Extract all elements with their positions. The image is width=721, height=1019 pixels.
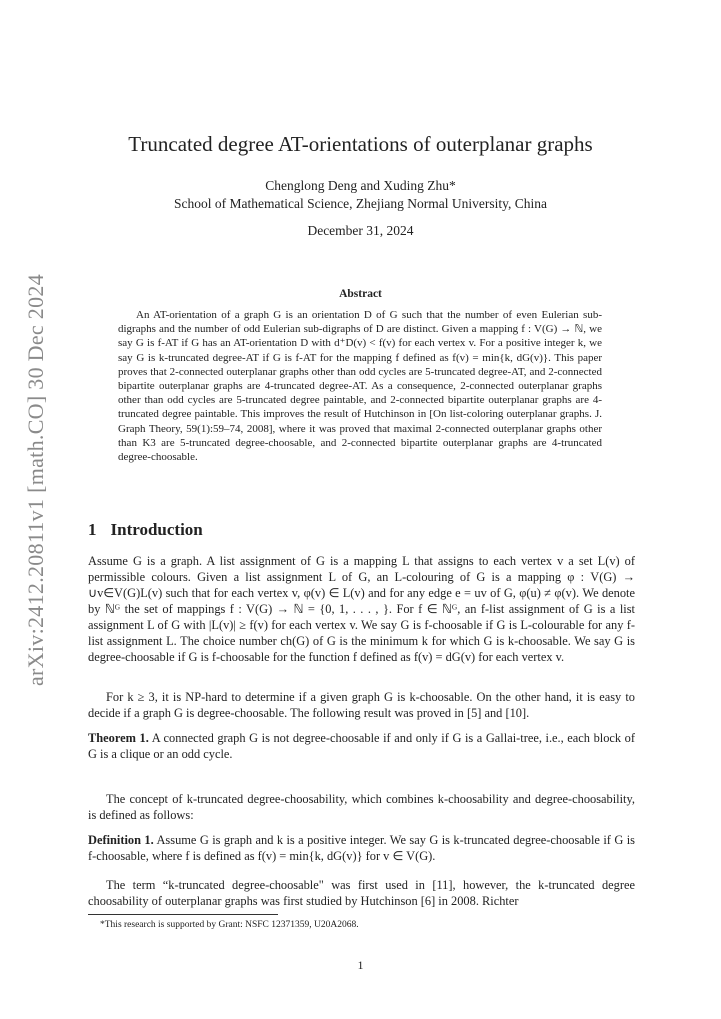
footnote-rule [88, 914, 278, 915]
arxiv-identifier: arXiv:2412.20811v1 [math.CO] 30 Dec 2024 [23, 273, 48, 687]
paragraph-term-history: The term “k-truncated degree-choosable" was first used in [11], however, the k-truncated degree choosability of outerplanar graphs was first studied by Hutchinson [6] in 2008. Richter [88, 878, 635, 908]
arxiv-sidebar-stamp [18, 273, 54, 687]
theorem-label: Theorem 1. [88, 731, 149, 745]
paragraph-list-assignment: Assume G is a graph. A list assignment of G is a mapping L that assigns to each vertex v a set L(v) of permissible colours. Given a list assignment L of G, an L-colouring of G is a mapping φ : V(G) → ∪v∈V(G)L(v) such that for each vertex v, φ(v) ∈ L(v) and for any edge e = uv of G, φ(u) ≠ φ(v). We denote by ℕᴳ the set of mappings f : V(G) → ℕ = {0, 1, . . . , }. For f ∈ ℕᴳ, an f-list assignment of G is a list assignment L of G with |L(v)| ≥ f(v) for each vertex v. We say G is f-choosable if G is L-colourable for any f-list assignment L. The choice number ch(G) of G is the minimum k for which G is k-choosable. We say G is degree-choosable if G is f-choosable for the function f defined as f(v) = dG(v) for each vertex v. [88, 554, 635, 664]
paper-date: December 31, 2024 [307, 223, 414, 238]
affiliation: School of Mathematical Science, Zhejiang Normal University, China [174, 196, 547, 211]
author-block [0, 177, 721, 213]
page-number: 1 [357, 958, 364, 972]
footnote: *This research is supported by Grant: NSFC 12371359, U20A2068. [100, 920, 359, 930]
abstract-text: An AT-orientation of a graph G is an orientation D of G such that the number of even Eulerian sub-digraphs and the number of odd Eulerian sub-digraphs of D are distinct. Given a mapping f : V(G) → ℕ, we say G is f-AT if G has an AT-orientation D with d⁺D(v) < f(v) for each vertex v. For a positive integer k, we say G is k-truncated degree-AT if G is f-AT for the mapping f defined as f(v) = min{k, dG(v)}. This paper proves that 2-connected outerplanar graphs other than odd cycles are 5-truncated degree-AT, and 2-connected bipartite outerplanar graphs are 4-truncated degree-AT. As a consequence, 2-connected outerplanar graphs other than odd cycles are 5-truncated degree paintable, and 2-connected bipartite outerplanar graphs are 4-truncated degree paintable. This improves the result of Hutchinson in [On list-coloring outerplanar graphs. J. Graph Theory, 59(1):59–74, 2008], where it was proved that maximal 2-connected outerplanar graphs other than K3 are 5-truncated degree-choosable, and 2-connected bipartite outerplanar graphs are 4-truncated degree-choosable. [118, 309, 602, 464]
paper-title: Truncated degree AT-orientations of outerplanar graphs [128, 132, 593, 156]
definition-1 [88, 832, 635, 864]
definition-text: Assume G is graph and k is a positive integer. We say G is k-truncated degree-choosable if G is f-choosable, where f is defined as f(v) = min{k, dG(v)} for v ∈ V(G). [88, 833, 635, 863]
section-number: 1 [88, 520, 97, 539]
section-title: Introduction [110, 520, 203, 539]
theorem-1 [88, 730, 635, 762]
paragraph-np-hard: For k ≥ 3, it is NP-hard to determine if a given graph G is k-choosable. On the other hand, it is easy to decide if a graph G is degree-choosable. The following result was proved in [5] and [10]. [88, 690, 635, 720]
authors: Chenglong Deng and Xuding Zhu* [265, 178, 456, 193]
section-heading [88, 520, 203, 540]
paragraph-concept: The concept of k-truncated degree-choosability, which combines k-choosability and degree-choosability, is defined as follows: [88, 792, 635, 822]
abstract-heading: Abstract [339, 288, 382, 300]
definition-label: Definition 1. [88, 833, 154, 847]
theorem-text: A connected graph G is not degree-choosable if and only if G is a Gallai-tree, i.e., each block of G is a clique or an odd cycle. [88, 731, 635, 761]
